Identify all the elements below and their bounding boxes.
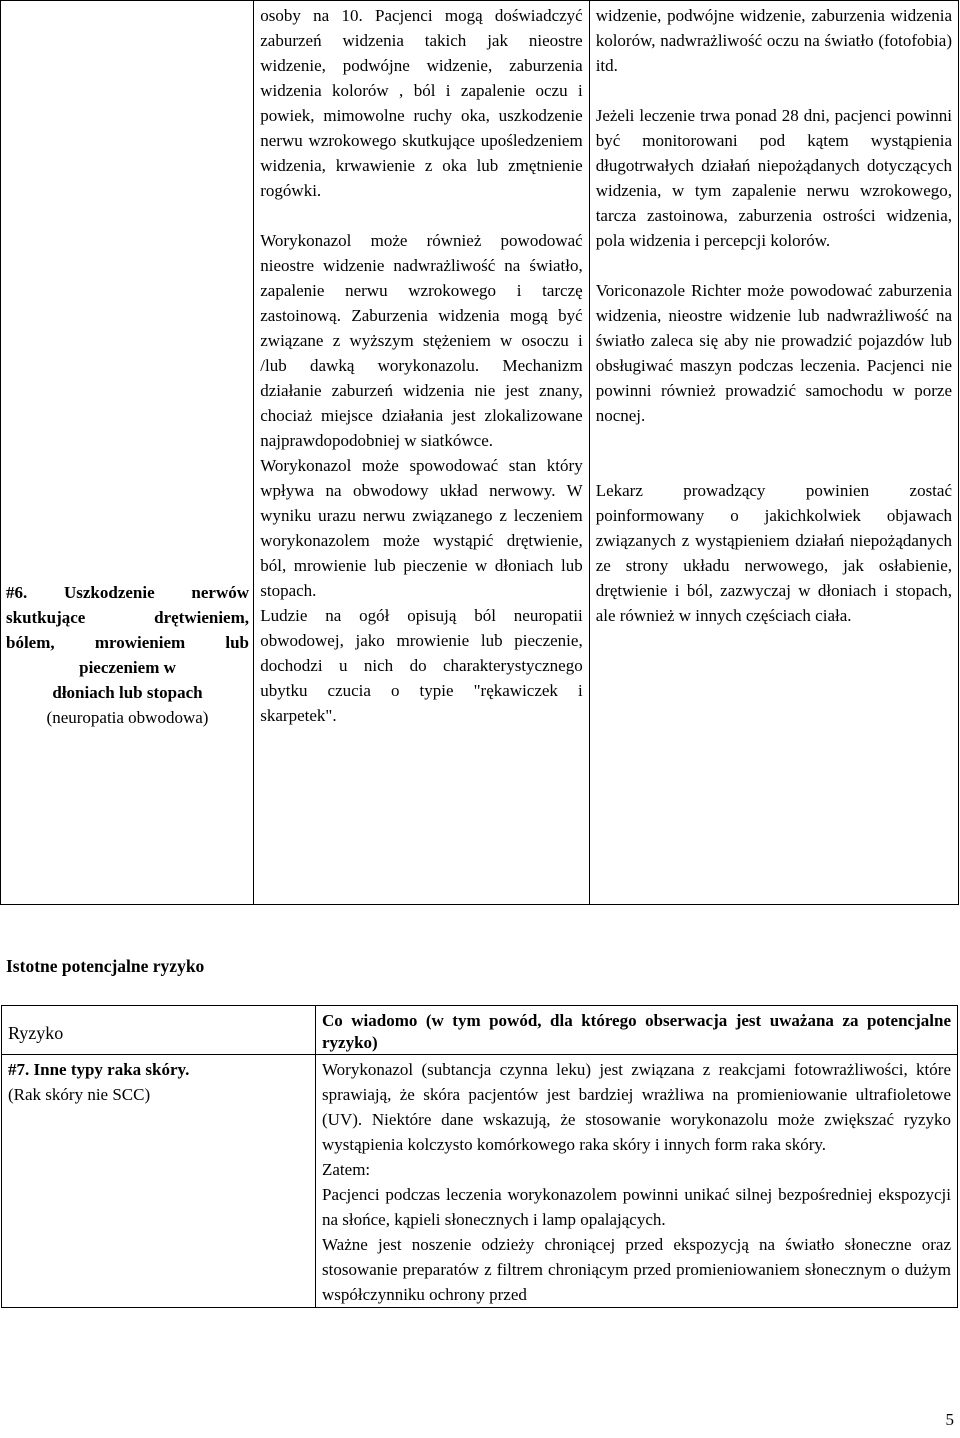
paragraph: Zatem: <box>322 1160 371 1179</box>
paragraph: Worykonazol może spowodować stan który wpływa na obwodowy układ nerwowy. W wyniku urazu nerwu związanego z leczeniem worykonazolem może wystąpić drętwienie, ból, mrowienie lub pieczenie w dłoniach lub stopach. <box>260 456 583 600</box>
preventability-cell <box>589 1 958 905</box>
header-risk-label: Ryzyko <box>8 1023 64 1043</box>
paragraph: osoby na 10. Pacjenci mogą doświadczyć zaburzeń widzenia takich jak nieostre widzenie, podwójne widzenie, zaburzenia widzenia kolorów , ból i zapalenie oczu i powiek, mimowolne ruchy oka, uszkodzenie nerwu wzrokowego skutkujące upośledzeniem widzenia, krwawienie z oka lub zmętnienie rogówki. <box>260 6 583 200</box>
known-facts-cell <box>254 1 589 905</box>
page-number: 5 <box>945 1410 954 1429</box>
paragraph: Ludzie na ogół opisują ból neuropatii obwodowej, jako mrowienie lub pieczenie, dochodzi u nich do charakterystycznego ubytku czucia o typie "rękawiczek i skarpetek". <box>260 606 583 725</box>
paragraph: Jeżeli leczenie trwa ponad 28 dni, pacjenci powinni być monitorowani pod kątem wystąpienia długotrwałych działań niepożądanych dotyczących widzenia, w tym zapalenie nerwu wzrokowego, tarcza zastoinowa, zaburzenia ostrości widzenia, pola widzenia i percepcji kolorów. <box>595 106 952 250</box>
risk-label-line: (neuropatia obwodowa) <box>46 708 209 727</box>
paragraph: Worykonazol może również powodować nieostre widzenie nadwrażliwość na światło, zapalenie nerwu wzrokowego i tarczę zastoinową. Zaburzenia widzenia mogą być związane z wyższym stężeniem w osoczu i /lub dawką worykonazolu. Mechanizm działanie zaburzeń widzenia nie jest znany, chociaż miejsce działania jest zlokalizowane najprawdopodobniej w siatkówce. <box>260 231 583 450</box>
risk-label-line: #6. Uszkodzenie nerwów <box>6 583 249 602</box>
risk-label-line: skutkujące drętwieniem, <box>6 608 249 627</box>
paragraph: widzenie, podwójne widzenie, zaburzenia widzenia kolorów, nadwrażliwość oczu na światło (fotofobia) itd. <box>595 6 952 75</box>
paragraph: Voriconazole Richter może powodować zaburzenia widzenia, nieostre widzenie lub nadwrażliwość na światło zaleca się aby nie prowadzić pojazdów lub obsługiwać maszyn podczas leczenia. Pacjenci nie powinni również prowadzić samochodu w porze nocnej. <box>595 281 952 425</box>
risk-label-line: dłoniach lub stopach <box>52 683 203 702</box>
paragraph: Pacjenci podczas leczenia worykonazolem powinni unikać silnej bezpośredniej ekspozycji na słońce, kąpieli słonecznych i lamp opalających. <box>322 1185 951 1229</box>
section-title: Istotne potencjalne ryzyko <box>6 956 205 976</box>
header-risk-cell <box>2 1006 316 1055</box>
paragraph: Ważne jest noszenie odzieży chroniącej przed ekspozycją na światło słoneczne oraz stosowanie preparatów z filtrem chroniącym przed promieniowaniem słonecznym o dużym współczynniku ochrony przed <box>322 1235 951 1304</box>
risk-subtitle: (Rak skóry nie SCC) <box>8 1085 151 1104</box>
header-known-label: Co wiadomo (w tym powód, dla którego obserwacja jest uważana za potencjalne ryzyko) <box>322 1011 951 1052</box>
potential-risk-table <box>1 1005 958 1308</box>
paragraph: Worykonazol (subtancja czynna leku) jest związana z reakcjami fotowrażliwości, które sprawiają, że skóra pacjentów jest bardziej wrażliwa na promieniowanie ultrafioletowe (UV). Niektóre dane wskazują, że stosowanie worykonazolu może zwiększać ryzyko wystąpienia kolczysto komórkowego raka skóry i innych form raka skóry. <box>322 1060 951 1154</box>
risk-name-cell <box>2 1055 316 1308</box>
risk-label-line: bólem, mrowieniem lub <box>6 633 249 652</box>
paragraph: Lekarz prowadzący powinien zostać poinformowany o jakichkolwiek objawach związanych z wystąpieniem działań niepożądanych ze strony układu nerwowego, jak osłabienie, drętwienie i ból, zazwyczaj w dłoniach i stopach, ale również w innych częściach ciała. <box>595 481 952 625</box>
risk-name-cell <box>1 1 254 905</box>
risk-label <box>6 580 249 730</box>
risk-name: #7. Inne typy raka skóry. <box>8 1060 190 1079</box>
known-facts-cell <box>316 1055 958 1308</box>
header-known-cell <box>316 1006 958 1055</box>
risk-label-line: pieczeniem w <box>79 658 176 677</box>
